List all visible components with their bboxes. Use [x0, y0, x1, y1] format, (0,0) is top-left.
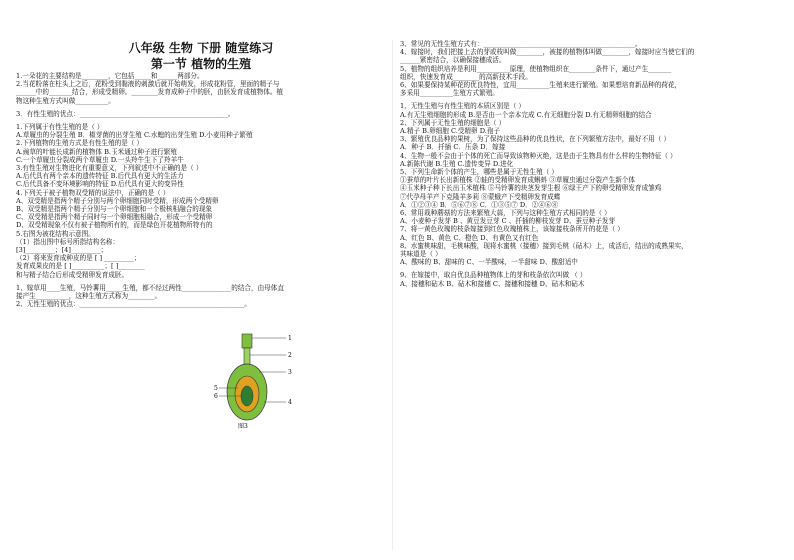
question-line: 5.右图为被花结构示意图。	[16, 229, 95, 238]
figure-label-1: 1	[288, 335, 292, 342]
question-line: 6、如果要保持某种花的优良特性，宜用__________生殖来进行繁殖。如果想培育新品种的荷花，	[400, 81, 682, 90]
question-line: A.后代具有两个亲本的遗传特征 B.后代具有更大的生活力	[16, 172, 184, 181]
question-line: 1、无性生殖与有性生殖的本质区别是（ ）	[400, 102, 525, 111]
question-line: 4.下列关于被子植物双受精的说法中，正确的是（ ）	[16, 188, 170, 197]
question-line: A、小麦种子发芽 B 、黄豆发豆芽 C 、扦插的柳枝发芽 D、蚕豆种子发芽	[400, 217, 616, 226]
question-line: A．种子 B．扦插 C．压条 D．嫁接	[400, 143, 506, 152]
pistil-diagram	[214, 330, 304, 430]
question-line: A.豌草的叶能长成新的植物体 B.玉米通过种子进行繁殖	[16, 147, 177, 156]
question-line: 其味道是（ ）	[400, 250, 442, 259]
figure-label-3: 3	[288, 369, 292, 376]
question-line: 物这种生殖方式叫做__________。	[16, 96, 115, 105]
question-line: 7、将一黄色玫瑰的枝条嫁接到红色玫瑰植株上，该嫁接枝条所开的花是（ ）	[400, 225, 624, 234]
question-line: ①蚕草的叶片长出新植株 ②蛙的受精卵发育成蝌蚪 ③草履虫通过分裂产生新个体	[400, 176, 635, 185]
question-line: 多采用__________生殖方式繁殖。	[400, 89, 499, 98]
question-line: 2、无性生殖的优点：__________________________________________________。	[16, 300, 251, 309]
question-line: ⑦代孕母羊产下克隆羊多莉 ⑧蒙蛾产下受精卵发育成蝶	[400, 192, 561, 201]
question-line: 8、水蜜桃味甜，毛桃味酸，现将水蜜桃（接穗）接到毛桃（砧木）上，成活后，结出的成熟果实，	[400, 241, 688, 250]
stigma-shape	[242, 334, 252, 348]
column-divider	[392, 40, 393, 550]
right-column	[400, 40, 782, 288]
section-subtitle: 第一节 植物的生殖	[150, 57, 252, 71]
question-line: A．①②③④ B．⑤⑥⑦⑧ C．①③⑤⑦ D．②④⑥⑧	[400, 200, 559, 209]
question-line: 组织，快速发育成________的高新技术手段。	[400, 72, 532, 81]
question-line: ______紧密结合，以确保接穗成活。	[400, 56, 506, 65]
question-line: A.精子 B.卵细胞 C.受精卵 D.孢子	[400, 127, 501, 136]
question-line: C、双受精是指两个精子同时与一个卵细胞相融合，形成一个受精卵	[16, 213, 213, 222]
question-line: A、双受精是指两个精子分别与两个卵细胞同时受精，形成两个受精卵	[16, 196, 219, 205]
figure-label-2: 2	[288, 352, 292, 359]
question-line: 3.有性生殖对生物进化有重要意义，下列叙述中不正确的是（ ）	[16, 164, 203, 173]
question-line: 9、在嫁接中，取自优良品种植物体上的芽和枝条依次叫做 （ ）	[400, 271, 587, 280]
question-line: 5、植物的组织培养是利用__________原理，使植物组织在________条件下，通过产生_______	[400, 64, 672, 73]
question-line: 4、嫁接时，我们把接上去的芽或枝叫做________，被接的植物体叫做________，嫁接时应当使它们的	[400, 48, 695, 57]
question-line: 4、生物一般不会由于个体的死亡而导致该物种灭绝，这是由于生物具有什么样的生物特征（ ）	[400, 151, 677, 160]
flower-structure-figure	[214, 330, 304, 430]
question-line: （2）将来发育成种皮的是 [ ] _________；	[16, 254, 141, 263]
question-line: 3、繁殖优良品种的果树，为了保持这些品种的优良性状，在下列繁殖方法中，最好不用（ ）	[400, 135, 671, 144]
left-question-list	[16, 72, 386, 308]
question-line: 3．有性生殖的优点：_____________________________________________。	[16, 109, 235, 118]
question-line: 1、嫁草用____生殖，马铃薯用_____生殖，都不经过两性_______________的结合，由母体直	[16, 283, 284, 292]
question-line: A、红色 B、黄色 C、橙色 D、有黄色又有红色	[400, 233, 539, 242]
question-line: A.草履虫的分裂生殖 B．椒芽菌的出芽生殖 C.水螅的出芽生殖 D.小麦用种子繁殖	[16, 131, 253, 140]
figure-caption: 图3	[238, 423, 248, 430]
question-line: A、酸味的 B、甜味的 C、一半酸味，一半甜味 D、酸甜适中	[400, 258, 578, 267]
question-line: [3]_________；[4]_________；	[16, 246, 108, 255]
question-line: ④玉米种子种下长出玉米植株 ⑤马铃薯的块茎发芽生根 ⑥绿王产下的卵受精卵发育成雏鸡	[400, 184, 662, 193]
question-line: A.有无生殖细胞的形成 B.是否由一个亲本完成 C.有无细胞分裂 D.有无精卵细胞的结合	[400, 110, 652, 119]
question-line: 2.下列植物的生殖方式是有性生殖的是（ ）	[16, 139, 144, 148]
question-line: 6、常用栽种蘑菇的方法来繁殖大蒜，下列与这种生殖方式相同的是（ ）	[400, 209, 611, 218]
question-line: A、接穗和砧木 B、砧木和接穗 C、接穗和接穗 D、砧木和砧木	[400, 279, 585, 288]
question-line: 接产生__________，这种生殖方式称为________。	[16, 292, 162, 301]
question-line: C.后代具备不变环境影响的特征 D.后代具有更大的变异性	[16, 180, 184, 189]
right-question-list	[400, 40, 782, 288]
question-line: 5、下列生命新个体的产生，哪些是属于无性生殖（ ）	[400, 168, 558, 177]
style-shape	[244, 348, 250, 366]
question-line: ______中的_______结合，形成受精卵。________发育成种子中的胚，由胚发育成植物体。植	[16, 88, 284, 97]
figure-label-4: 4	[288, 399, 292, 406]
figure-label-6: 6	[214, 393, 218, 400]
question-line: （1）指出图中标号所指结构名称：	[16, 237, 120, 246]
worksheet-title: 八年级 生物 下册 随堂练习	[128, 41, 274, 55]
question-line: 1.一朵花的主要结构是________，它包括_____和______两部分。	[16, 72, 204, 80]
question-line: D、双受精现象不仅有被子植物所有的，而是绿色开花植物所特有的	[16, 221, 213, 230]
question-line: A.新陈代谢 B.生殖 C.遗传变异 D.进化	[400, 159, 514, 168]
question-line: 2、下列属于无性生殖的细胞是（ ）	[400, 118, 506, 127]
question-line: 和与精子结合后形成受精卵发育成胚。	[16, 270, 129, 279]
question-line: 发育成果皮的是 [ ]__________；[ ]________	[16, 262, 145, 271]
question-line: 3、常见的无性生殖方式有：______________________________________________。	[400, 40, 642, 48]
question-line: 1.下列属于有性生殖的是（ ）	[16, 123, 104, 132]
question-line: C.一个草履虫分裂成两个草履虫 D.一头羚牛生下了羚羊牛	[16, 155, 184, 164]
figure-label-5: 5	[214, 385, 218, 392]
embryo-sac-shape	[241, 386, 253, 406]
left-column	[16, 40, 386, 308]
question-line: 2.当花粉落在柱头上之后，花粉受到黏液的刺激后就开始萌发，形成花粉管，里面的精子与	[16, 80, 280, 89]
question-line: B、双受精是指两个精子分别与一个卵细胞和一个极核相融合的现象	[16, 205, 213, 214]
